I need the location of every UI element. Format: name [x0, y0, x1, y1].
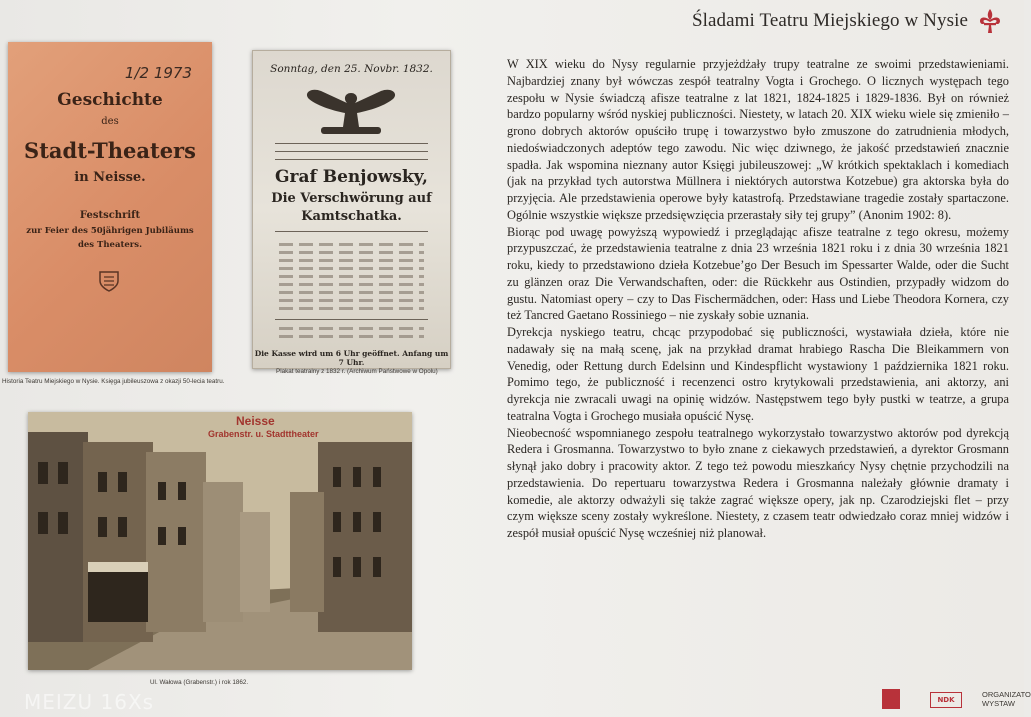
street-postcard-photo: [28, 412, 412, 670]
book-title-line1: Geschichte: [57, 90, 163, 110]
organizer-label: [982, 690, 1031, 708]
book-cover-photo: [8, 42, 212, 372]
page-title: Śladami Teatru Miejskiego w Nysie: [691, 10, 968, 31]
sponsor-logo-icon: [882, 689, 900, 709]
book-title-line2: des: [101, 116, 119, 127]
poster-date: Sonntag, den 25. Novbr. 1832.: [270, 63, 433, 75]
eagle-emblem-icon: [301, 81, 401, 135]
fleur-de-lis-icon: [978, 8, 1002, 34]
book-subtitle-line2: zur Feier des 50jährigen Jubiläums: [26, 226, 194, 236]
street-caption: Ul. Wałowa (Grabenstr.) i rok 1862.: [150, 679, 249, 686]
handwritten-note: 1/2 1973: [124, 64, 192, 82]
organizer-line1: ORGANIZATO: [982, 690, 1031, 699]
organizer-line2: WYSTAW: [982, 699, 1015, 708]
ndk-logo: NDK: [930, 692, 962, 708]
poster-play-title3: Kamtschatka.: [301, 209, 402, 224]
article-text: [507, 56, 1009, 542]
postcard-subtitle: Grabenstr. u. Stadttheater: [208, 429, 319, 439]
book-title-line4: in Neisse.: [74, 170, 146, 185]
book-caption: Historia Teatru Miejskiego w Nysie. Księga jubileuszowa z okazji 50-lecia teatru.: [2, 378, 225, 385]
paragraph-3: Dyrekcja nyskiego teatru, chcąc przypodobać się publiczności, wystawiała dzieła, które nie nadawały się na małą scenę, jak na przykład dramat hrabiego Rascha Die Bleikammern von Venedig, oder Rettung durch Edelsinn und Kindespflicht wystawiony 1 października 1821 roku. Pomimo tego, że publiczność i recenzenci ostro krytykowali przedstawienia, ani aktorzy, ani dyrekcja nie zwracali uwagi na opinię widzów. Następstwem tego były pustki w teatrze, a grupa teatralna Vogta i Grochego musiała opuścić Nysę.: [507, 325, 1009, 423]
postcard-title: Neisse: [236, 414, 275, 428]
poster-footer: Die Kasse wird um 6 Uhr geöffnet. Anfang um 7 Uhr.: [254, 349, 449, 367]
paragraph-2: Biorąc pod uwagę powyższą wypowiedź i przeglądając afisze teatralne z tego okresu, możemy przypuszczać, że przedstawienia teatralne z dnia 23 września 1821 roku i z dnia 30 września 1821 roku, kiedy to przedstawiono dzieła Kotzebue’go Der Besuch im Spessarter Walde, oder die Sucht zu glänzen oraz Die Verwandschaften, oder: die Rückkehr aus Ostindien, przypadły widzom do gustu. Natomiast opery – czy to Das Fischermädchen, oder: Hass und Liebe Theodora Kornera, czy też Tancred Gaetano Rossiniego – nie zyskały sobie uznania.: [507, 224, 1009, 323]
poster-caption: Plakat teatralny z 1832 r. (Archiwum Państwowe w Opolu): [276, 368, 438, 375]
camera-watermark: MEIZU 16Xs: [24, 690, 155, 714]
header: [692, 8, 1002, 34]
paragraph-4: Nieobecność wspomnianego zespołu teatralnego wykorzystało towarzystwo aktorów pod dyrekcją Redera i Grosmanna. Towarzystwo to było znane z ciekawych przedstawień, a dyrektor Grosmann słynął jako dobry i pracowity aktor. Z tego też powodu mieszkańcy Nysy chętnie przychodzili na przedstawienia. Do repertuaru towarzystwa Redera i Grosmanna należały głównie dramaty i komedie, ale aktorzy odważyli się także zagrać większe opery, jak np. Czarodziejski flet – przy czym większe sceny zostały wykreślone. Niestety, z czasem teatr odwiedzało coraz mniej widzów i zespół musiał opuścić Nysę wcześniej niż planował.: [507, 425, 1009, 540]
coat-of-arms-icon: [98, 270, 120, 292]
poster-play-title2: Die Verschwörung auf: [271, 191, 432, 206]
theatre-poster-photo: [252, 50, 451, 369]
paragraph-1: W XIX wieku do Nysy regularnie przyjeżdżały trupy teatralne ze swoimi przedstawieniami. Najbardziej znany był wówczas zespół teatralny Vogta i Grochego. O licznych występach tego zespołu w Nysie świadczą afisze teatralne z lat 1821, 1824-1825 i 1829-1836. Był on również bardzo popularny wśród nyskiej publiczności. Niestety, w latach 20. XIX wieku wiele się zmieniło – grono dobrych aktorów opuściło trupę i towarzystwo było zmuszone do zatrudnienia młodych, niedoświadczonych adeptów tego zawodu. Nic więc dziwnego, że jakość przedstawień znacznie spadła. Jak wspomina nieznany autor Księgi jubileuszowej: „W krótkich spektaklach i komediach (jak na przykład tych autorstwa Müllnera i niektórych autorstwa Kotzebue) gra aktorska była do przyjęcia. Ale przedstawienia operowe były katastrofą. Przedstawiane tragedie zostały spartaczone. Ogólnie wszystkie większe przedsięwzięcia przerastały siły tej grupy” (Anonim 1902: 8).: [507, 57, 1009, 222]
book-subtitle-line1: Festschrift: [79, 210, 141, 221]
book-subtitle-line3: des Theaters.: [77, 240, 143, 250]
poster-play-title1: Graf Benjowsky,: [275, 167, 428, 187]
street-scene-illustration: [28, 412, 412, 670]
book-title-line3: Stadt-Theaters: [24, 138, 196, 163]
